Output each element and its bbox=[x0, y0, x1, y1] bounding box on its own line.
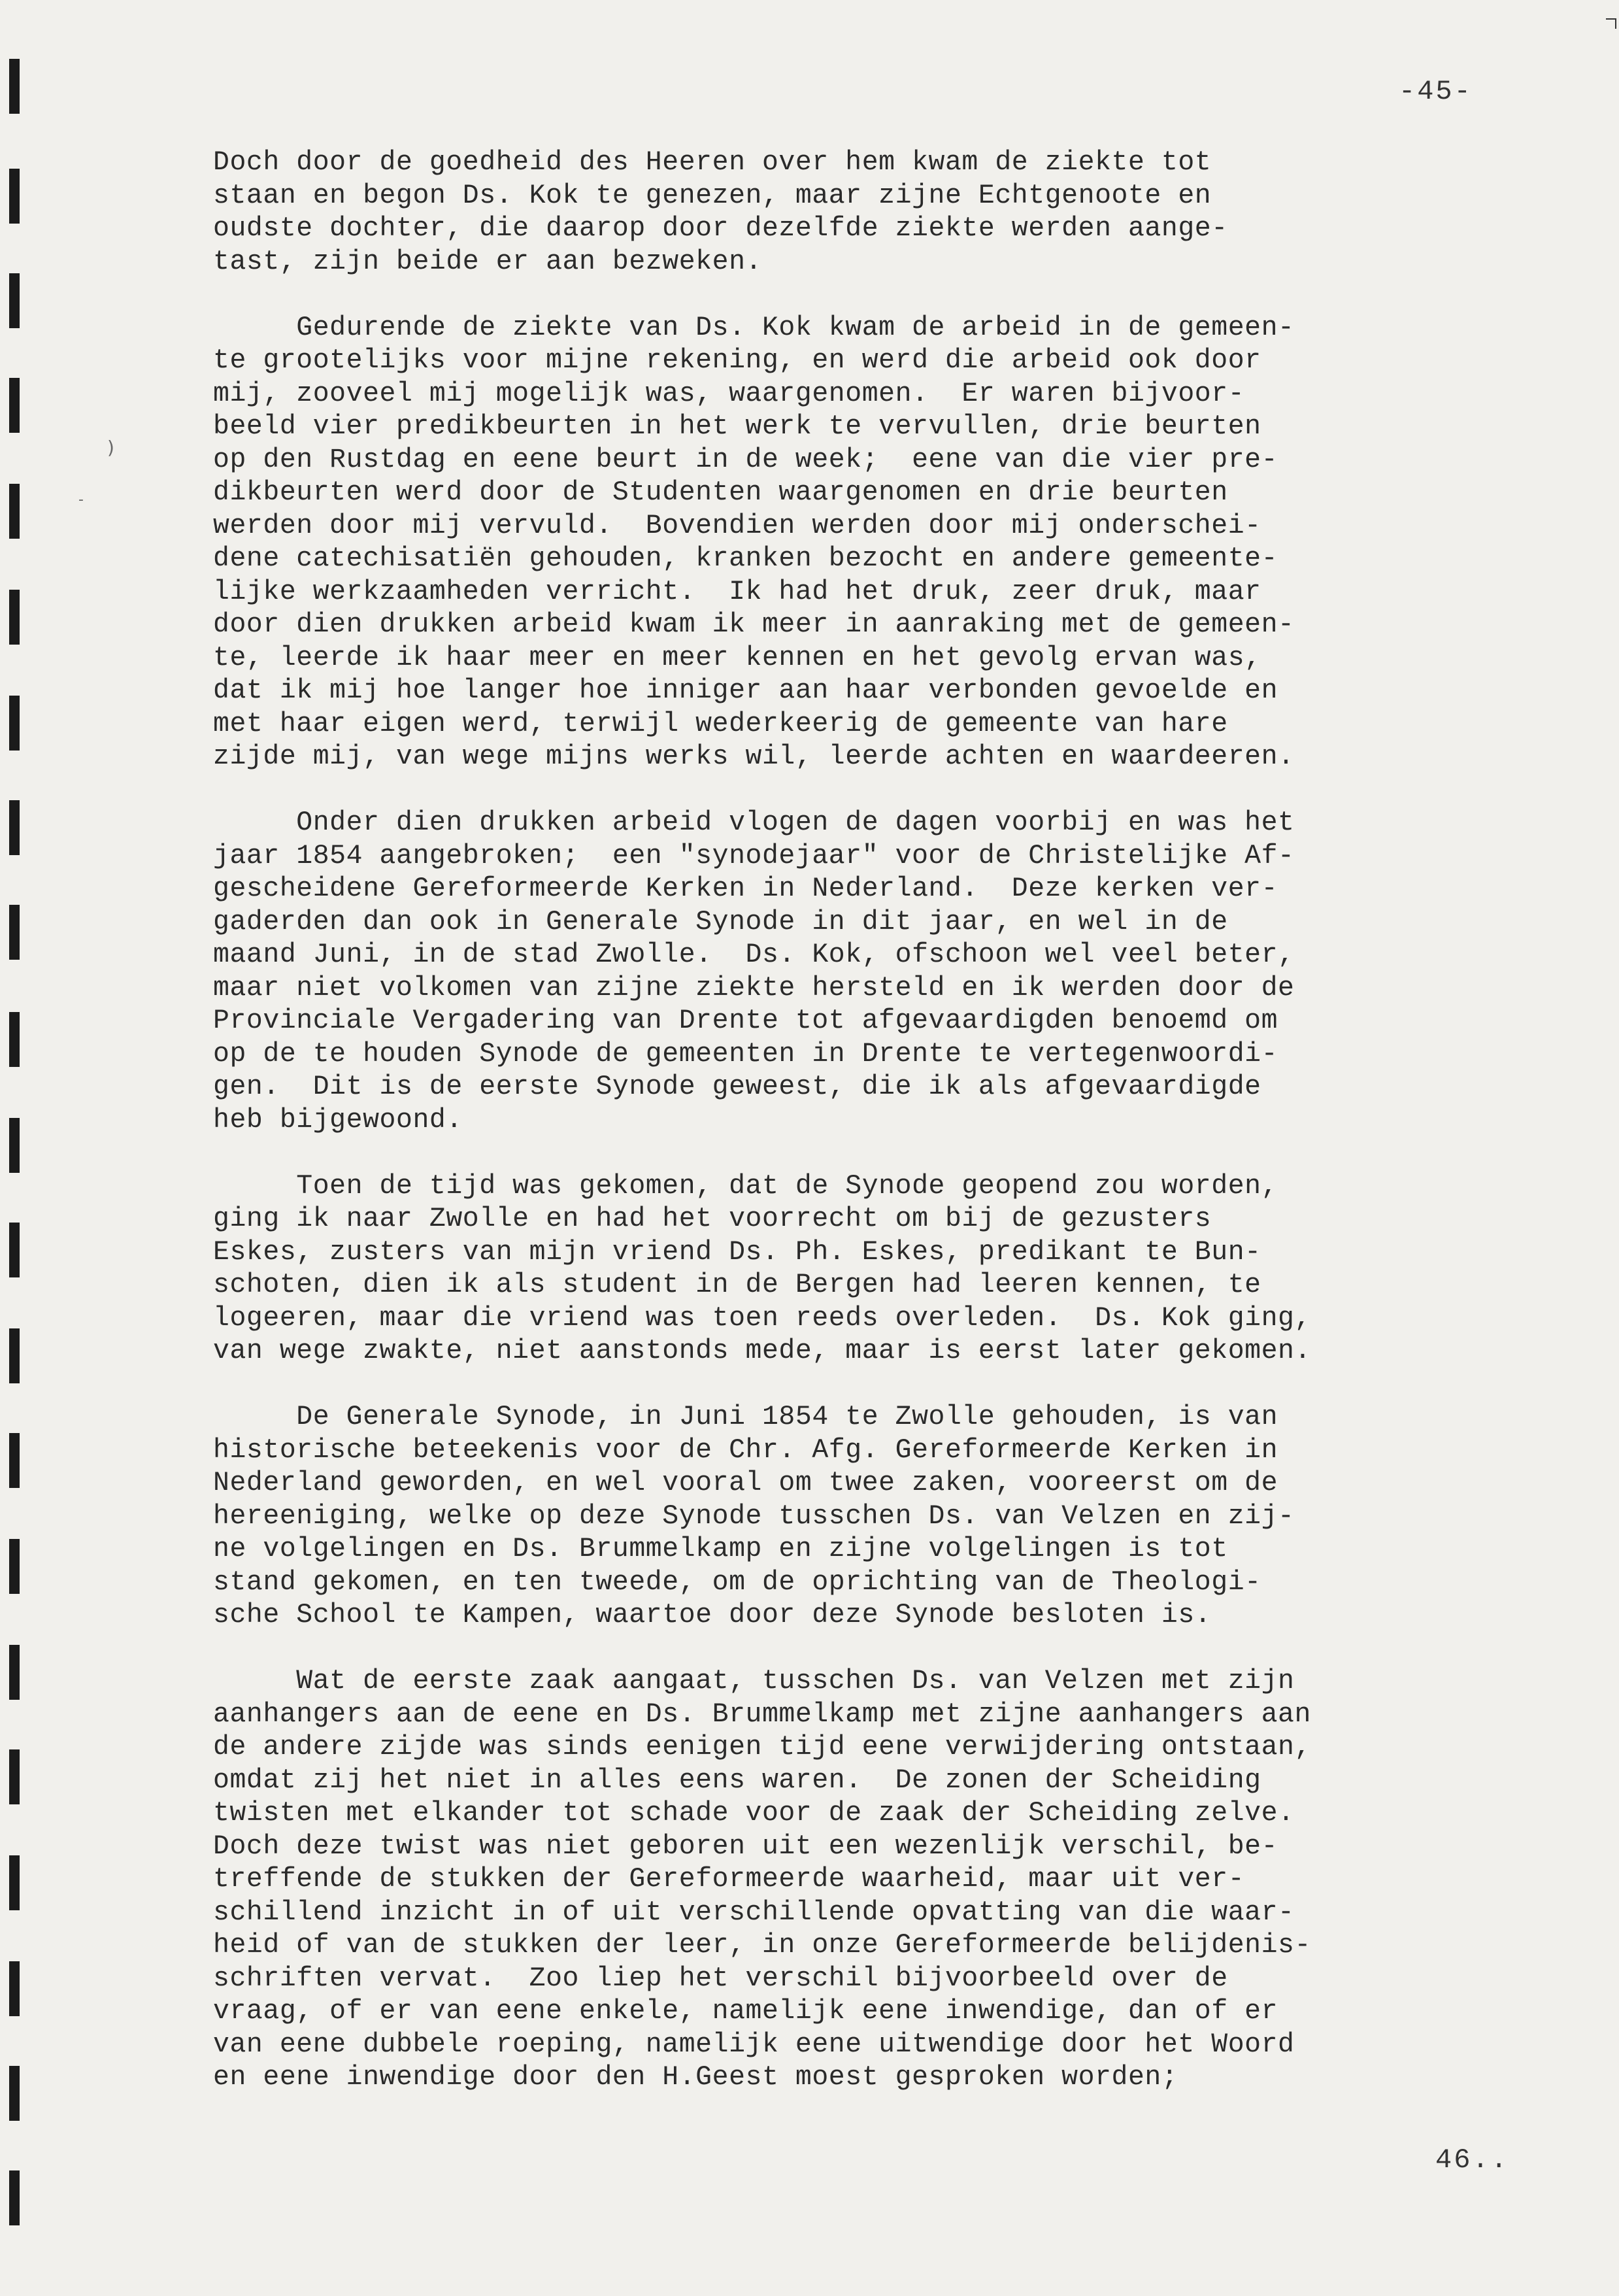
text-line: hereeniging, welke op deze Synode tusschen Ds. van Velzen en zij- bbox=[213, 1500, 1295, 1532]
text-line: gen. Dit is de eerste Synode geweest, die ik als afgevaardigde bbox=[213, 1072, 1261, 1102]
body-text bbox=[213, 146, 1560, 2127]
binding-mark bbox=[9, 169, 20, 224]
text-line: stand gekomen, en ten tweede, om de oprichting van de Theologi- bbox=[213, 1566, 1261, 1598]
corner-crop-mark bbox=[1606, 18, 1616, 29]
binding-mark bbox=[9, 59, 20, 114]
binding-mark bbox=[9, 590, 20, 645]
binding-mark bbox=[9, 1118, 20, 1173]
binding-mark bbox=[9, 484, 20, 539]
text-line: historische beteekenis voor de Chr. Afg. Gereformeerde Kerken in bbox=[213, 1434, 1278, 1466]
text-line: met haar eigen werd, terwijl wederkeerig de gemeente van hare bbox=[213, 708, 1228, 739]
margin-mark: - bbox=[78, 492, 84, 508]
text-line: tast, zijn beide er aan bezweken. bbox=[213, 246, 762, 277]
text-line: Onder dien drukken arbeid vlogen de dagen voorbij en was het bbox=[213, 807, 1295, 838]
text-line: De Generale Synode, in Juni 1854 te Zwolle gehouden, is van bbox=[213, 1402, 1278, 1432]
text-line: schriften vervat. Zoo liep het verschil bijvoorbeeld over de bbox=[213, 1963, 1228, 1994]
binding-mark bbox=[9, 1749, 20, 1804]
binding-mark bbox=[9, 2066, 20, 2121]
text-line: omdat zij het niet in alles eens waren. De zonen der Scheiding bbox=[213, 1764, 1261, 1796]
text-line: treffende de stukken der Gereformeerde waarheid, maar uit ver- bbox=[213, 1864, 1245, 1895]
text-line: maand Juni, in de stad Zwolle. Ds. Kok, ofschoon wel veel beter, bbox=[213, 939, 1295, 970]
binding-mark bbox=[9, 273, 20, 328]
binding-mark bbox=[9, 2170, 20, 2225]
binding-mark bbox=[9, 1645, 20, 1700]
paragraph bbox=[213, 1665, 1560, 2095]
binding-mark bbox=[9, 1433, 20, 1488]
binding-mark bbox=[9, 905, 20, 960]
text-line: twisten met elkander tot schade voor de zaak der Scheiding zelve. bbox=[213, 1798, 1295, 1829]
text-line: en eene inwendige door den H.Geest moest gesproken worden; bbox=[213, 2062, 1178, 2093]
binding-mark bbox=[9, 1961, 20, 2016]
text-line: Toen de tijd was gekomen, dat de Synode geopend zou worden, bbox=[213, 1170, 1278, 1202]
binding-mark bbox=[9, 800, 20, 855]
text-line: dat ik mij hoe langer hoe inniger aan haar verbonden gevoelde en bbox=[213, 675, 1278, 706]
text-line: Wat de eerste zaak aangaat, tusschen Ds. van Velzen met zijn bbox=[213, 1666, 1295, 1697]
text-line: heb bijgewoond. bbox=[213, 1104, 463, 1136]
text-line: van eene dubbele roeping, namelijk eene uitwendige door het Woord bbox=[213, 2029, 1295, 2060]
page-number: -45- bbox=[1399, 76, 1473, 107]
text-line: Doch deze twist was niet geboren uit een wezenlijk verschil, be- bbox=[213, 1831, 1278, 1862]
text-line: lijke werkzaamheden verricht. Ik had het druk, zeer druk, maar bbox=[213, 576, 1261, 607]
text-line: maar niet volkomen van zijne ziekte hersteld en ik werden door de bbox=[213, 972, 1295, 1004]
text-line: dene catechisatiën gehouden, kranken bezocht en andere gemeente- bbox=[213, 543, 1278, 574]
paragraph bbox=[213, 807, 1560, 1137]
text-line: op de te houden Synode de gemeenten in Drente te vertegenwoordi- bbox=[213, 1038, 1278, 1070]
paragraph bbox=[213, 1170, 1560, 1368]
text-line: beeld vier predikbeurten in het werk te vervullen, drie beurten bbox=[213, 411, 1261, 442]
text-line: op den Rustdag en eene beurt in de week; eene van die vier pre- bbox=[213, 444, 1278, 475]
text-line: Provinciale Vergadering van Drente tot afgevaardigden benoemd om bbox=[213, 1005, 1278, 1036]
binding-mark bbox=[9, 1012, 20, 1067]
text-line: de andere zijde was sinds eenigen tijd eene verwijdering ontstaan, bbox=[213, 1732, 1311, 1763]
text-line: zijde mij, van wege mijns werks wil, leerde achten en waardeeren. bbox=[213, 741, 1295, 772]
text-line: vraag, of er van eene enkele, namelijk eene inwendige, dan of er bbox=[213, 1996, 1278, 2027]
text-line: te grootelijks voor mijne rekening, en werd die arbeid ook door bbox=[213, 345, 1261, 376]
paragraph bbox=[213, 1401, 1560, 1632]
text-line: gaderden dan ook in Generale Synode in dit jaar, en wel in de bbox=[213, 906, 1228, 937]
catchword: 46.. bbox=[1435, 2144, 1509, 2176]
text-line: oudste dochter, die daarop door dezelfde ziekte werden aange- bbox=[213, 213, 1228, 244]
text-line: schillend inzicht in of uit verschillende opvatting van die waar- bbox=[213, 1897, 1295, 1928]
text-line: mij, zooveel mij mogelijk was, waargenomen. Er waren bijvoor- bbox=[213, 378, 1245, 409]
text-line: sche School te Kampen, waartoe door deze Synode besloten is. bbox=[213, 1600, 1212, 1630]
binding-mark bbox=[9, 696, 20, 751]
text-line: werden door mij vervuld. Bovendien werden door mij onderschei- bbox=[213, 510, 1261, 541]
paragraph bbox=[213, 312, 1560, 774]
text-line: jaar 1854 aangebroken; een "synodejaar" voor de Christelijke Af- bbox=[213, 840, 1295, 871]
margin-mark: ) bbox=[107, 437, 114, 458]
binding-mark bbox=[9, 1539, 20, 1594]
text-line: staan en begon Ds. Kok te genezen, maar zijne Echtgenoote en bbox=[213, 180, 1212, 211]
text-line: Nederland geworden, en wel vooral om twee zaken, vooreerst om de bbox=[213, 1468, 1278, 1498]
binding-mark bbox=[9, 1328, 20, 1383]
text-line: door dien drukken arbeid kwam ik meer in aanraking met de gemeen- bbox=[213, 609, 1295, 640]
binding-mark bbox=[9, 378, 20, 433]
text-line: Gedurende de ziekte van Ds. Kok kwam de arbeid in de gemeen- bbox=[213, 312, 1295, 343]
text-line: logeeren, maar die vriend was toen reeds overleden. Ds. Kok ging, bbox=[213, 1302, 1311, 1334]
text-line: Doch door de goedheid des Heeren over hem kwam de ziekte tot bbox=[213, 147, 1212, 178]
text-line: schoten, dien ik als student in de Bergen had leeren kennen, te bbox=[213, 1270, 1261, 1300]
text-line: gescheidene Gereformeerde Kerken in Nederland. Deze kerken ver- bbox=[213, 873, 1278, 904]
binding-mark bbox=[9, 1855, 20, 1910]
text-line: heid of van de stukken der leer, in onze Gereformeerde belijdenis- bbox=[213, 1930, 1311, 1961]
binding-holes bbox=[0, 0, 39, 2296]
text-line: ne volgelingen en Ds. Brummelkamp en zijne volgelingen is tot bbox=[213, 1534, 1228, 1564]
binding-mark bbox=[9, 1223, 20, 1277]
text-line: Eskes, zusters van mijn vriend Ds. Ph. Eskes, predikant te Bun- bbox=[213, 1236, 1261, 1268]
text-line: dikbeurten werd door de Studenten waargenomen en drie beurten bbox=[213, 477, 1228, 508]
text-line: te, leerde ik haar meer en meer kennen en het gevolg ervan was, bbox=[213, 642, 1261, 673]
text-line: ging ik naar Zwolle en had het voorrecht om bij de gezusters bbox=[213, 1204, 1212, 1234]
text-line: van wege zwakte, niet aanstonds mede, maar is eerst later gekomen. bbox=[213, 1336, 1311, 1366]
paragraph bbox=[213, 146, 1560, 279]
text-line: aanhangers aan de eene en Ds. Brummelkamp met zijne aanhangers aan bbox=[213, 1698, 1311, 1730]
